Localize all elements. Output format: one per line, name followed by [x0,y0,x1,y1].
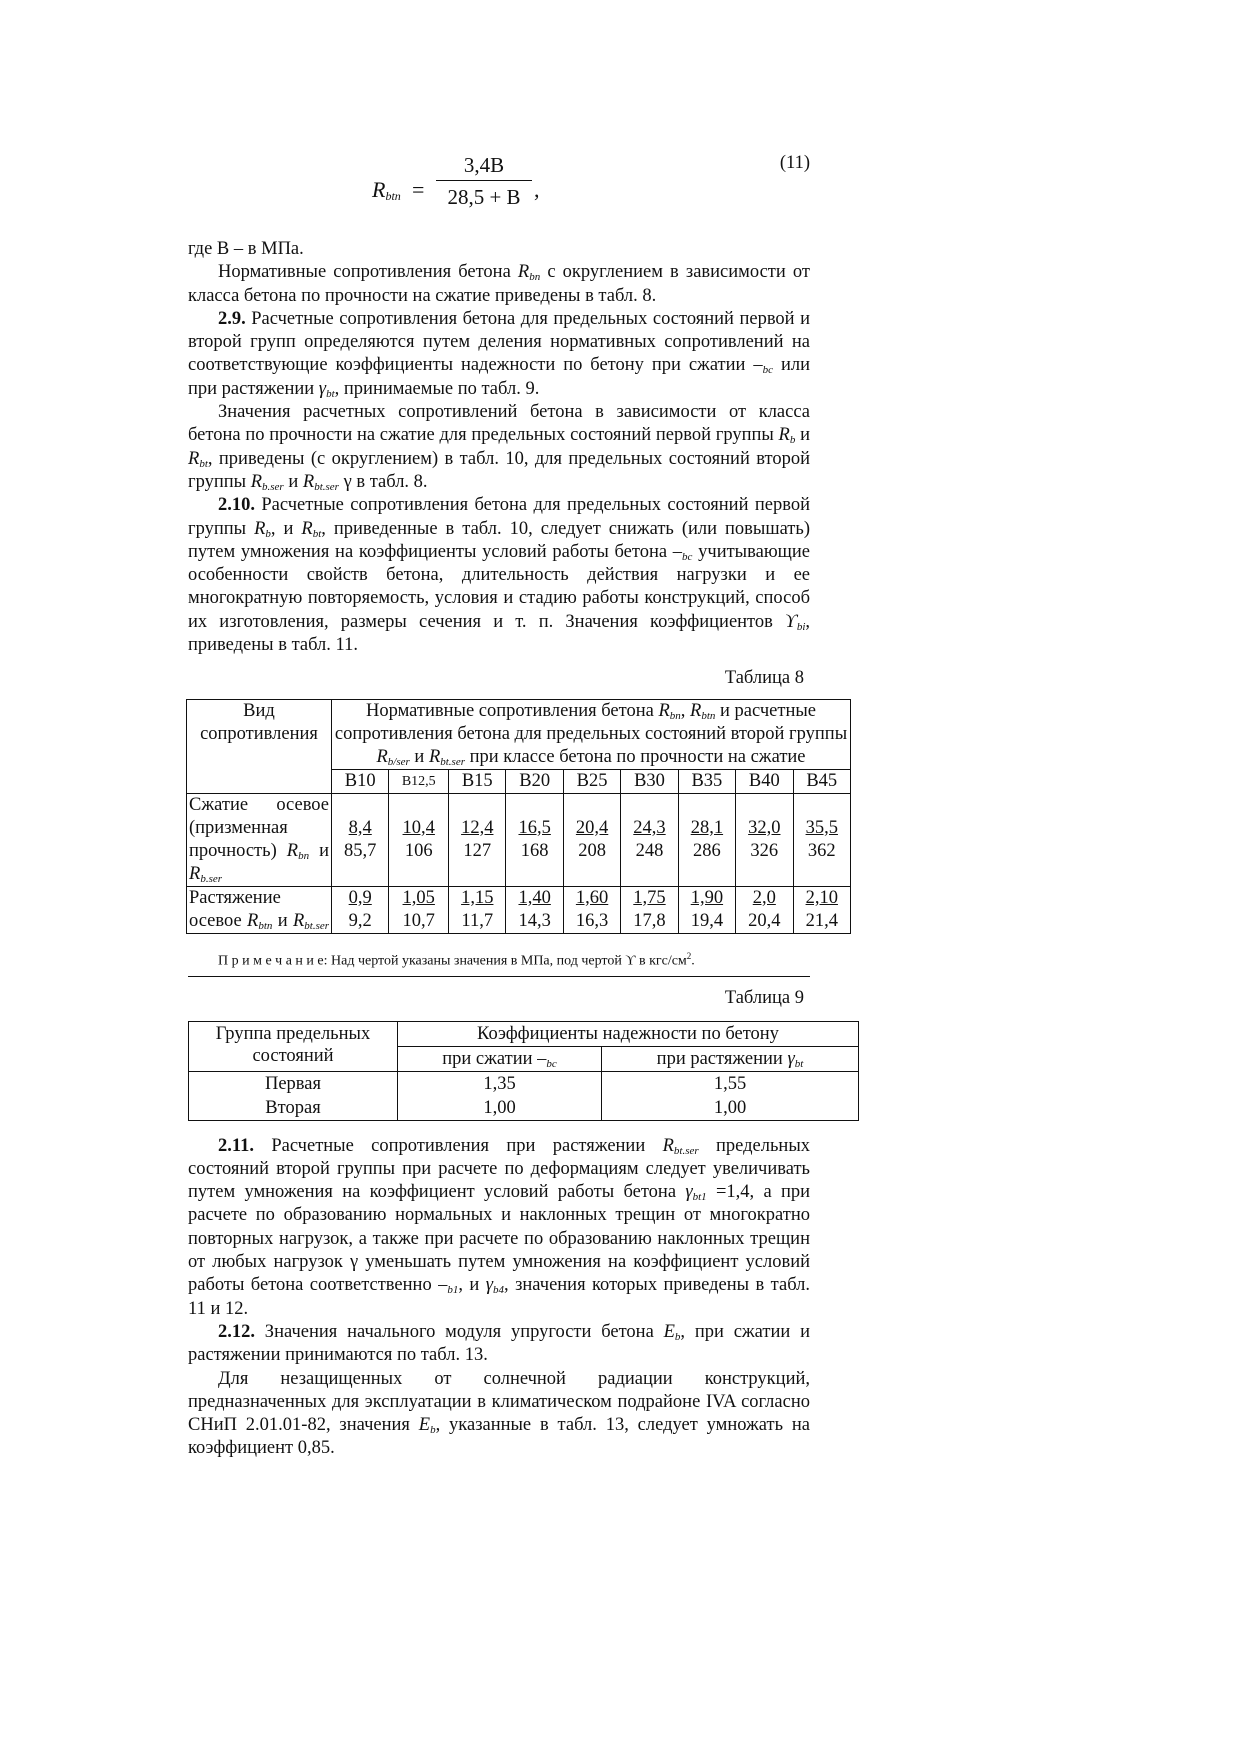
formula-lhs: $R_{btn}$ [372,177,401,203]
cell-tension-b12-5: 1,05 10,7 [389,886,449,933]
formula-comma: , [534,177,540,202]
cell-tension-b10: 0,9 9,2 [332,886,389,933]
table-9-compress-header: при сжатии $-_{bc}$ [398,1046,602,1071]
class-header-b30: B30 [621,769,678,793]
formula-fraction [436,154,532,210]
cell-tension-b35: 1,90 19,4 [678,886,735,933]
cell-compression-b25: 20,4 208 [563,793,620,886]
where-line: где B – в МПа. [188,239,304,259]
table-9-row-second [189,1096,859,1121]
cell-tension-b30: 1,75 17,8 [621,886,678,933]
cell-compression-b12-5: 10,4 106 [389,793,449,886]
paragraph-values: Значения расчетных сопротивлений бетона в зависимости от класса бетона по прочности на сжатие для предельных состояний первой группы $R_b$ и $R_{bt}$, приведены (с округлением) в табл. 10, для предельных состояний второй группы $R_{b.ser}$ и $R_{bt.ser}$ γ в табл. 8. [188,402,810,493]
table-8-main-header: Нормативные сопротивления бетона $R_{bn}$, $R_{btn}$ и расчетные сопротивления бетона для предельных состояний второй группы $R_{b/ser}$ и $R_{bt.ser}$ при классе бетона по прочности на сжатие [332,699,851,769]
cell-compression-b30: 24,3 248 [621,793,678,886]
class-header-b45: B45 [793,769,851,793]
class-header-b10: B10 [332,769,389,793]
table-8-kind-header: Вид сопротивления [187,699,332,793]
cell-compression-b40: 32,0 326 [736,793,793,886]
table-9-coef-header: Коэффициенты надежности по бетону [398,1021,859,1046]
cell-tension-b20: 1,40 14,3 [506,886,563,933]
table-9-group-second: Вторая [189,1096,398,1121]
class-header-b35: B35 [678,769,735,793]
table-9-group-first: Первая [189,1071,398,1096]
cell-tension-b40: 2,0 20,4 [736,886,793,933]
paragraph-normative: Нормативные сопротивления бетона $R_{bn}$ с округлением в зависимости от класса бетона по прочности на сжатие приведены в табл. 8. [188,262,810,306]
cell-tension-b15: 1,15 11,7 [449,886,506,933]
class-header-b40: B40 [736,769,793,793]
cell-compression-b45: 35,5 362 [793,793,851,886]
class-header-b15: B15 [449,769,506,793]
cell-compression-b20: 16,5 168 [506,793,563,886]
table-9-compress-second: 1,00 [398,1096,602,1121]
row-label-compression: Сжатие осевое (призменная прочность) $R_{bn}$ и $R_{b.ser}$ [187,793,332,886]
table-9-row-first [189,1071,859,1096]
formula-11 [188,140,810,238]
table-row-compression [187,793,851,886]
table-9-tension-second: 1,00 [602,1096,859,1121]
table-9 [188,1021,859,1121]
cell-tension-b25: 1,60 16,3 [563,886,620,933]
paragraph-2-11: 2.11. Расчетные сопротивления при растяжении $R_{bt.ser}$ предельных состояний второй группы при расчете по деформациям следует увеличивать путем умножения на коэффициент условий работы бетона $\gamma_{bt1} =1,4$, а при расчете по образованию нормальных и наклонных трещин от многократно повторных нагрузок, а также при расчете по образованию наклонных трещин от любых нагрузок γ уменьшать путем умножения на коэффициент условий работы бетона соответственно $-_{b1}$, и $\gamma_{b4}$, значения которых приведены в табл. 11 и 12. [188,1135,811,1319]
formula-denominator: 28,5 + B [447,185,521,210]
cell-tension-b45: 2,10 21,4 [793,886,851,933]
table-9-tension-first: 1,55 [602,1071,859,1096]
formula-numerator: 3,4B [436,154,532,181]
equation-number: (11) [779,153,810,173]
table-8-caption: Таблица 8 [724,668,804,689]
table-9-caption: Таблица 9 [724,988,804,1009]
table-9-compress-first: 1,35 [398,1071,602,1096]
class-header-b25: B25 [563,769,620,793]
formula-equals: = [412,177,425,202]
table-9-group-header: Группа предельных состояний [189,1021,398,1071]
document-page [188,140,848,1461]
class-header-b12-5: B12,5 [389,769,449,793]
class-header-b20: B20 [506,769,563,793]
row-label-tension: Растяжение осевое $R_{btn}$ и $R_{bt.ser}$ [187,886,332,933]
paragraph-2-9: 2.9. Расчетные сопротивления бетона для предельных состояний первой и второй групп определяются путем деления нормативных сопротивлений на соответствующие коэффициенты надежности по бетону при сжатии $-_{bc}$ или при растяжении $\gamma_{bt}$, принимаемые по табл. 9. [188,308,810,400]
table-row-tension [187,886,851,933]
paragraph-2-12: 2.12. Значения начального модуля упругости бетона $E_b$, при сжатии и растяжении принимаются по табл. 13. [188,1321,811,1366]
cell-compression-b35: 28,1 286 [678,793,735,886]
table-8-note: П р и м е ч а н и е: Над чертой указаны значения в МПа, под чертой ϒ в кгс/$см^2$. [188,946,810,978]
cell-compression-b10: 8,4 85,7 [332,793,389,886]
cell-compression-b15: 12,4 127 [449,793,506,886]
paragraph-2-10: 2.10. Расчетные сопротивления бетона для предельных состояний первой группы $R_b$, и $R_{bt}$, приведенные в табл. 10, следует снижать (или повышать) путем умножения на коэффициенты условий работы бетона $-_{bc}$ учитывающие особенности свойств бетона, длительность действия нагрузки и ее многократную повторяемость, условия и стадию работы конструкций, способ их изготовления, размеры сечения и т. п. Значения коэффициентов $ϒ_{bi}$, приведены в табл. 11. [188,495,810,656]
paragraph-solar: Для незащищенных от солнечной радиации конструкций, предназначенных для эксплуатации в климатическом подрайоне IVA согласно СНиП 2.01.01-82, значения $E_b$, указанные в табл. 13, следует умножать на коэффициент 0,85. [188,1368,811,1459]
table-8 [186,699,851,934]
table-9-tension-header: при растяжении $\gamma_{bt}$ [602,1046,859,1071]
